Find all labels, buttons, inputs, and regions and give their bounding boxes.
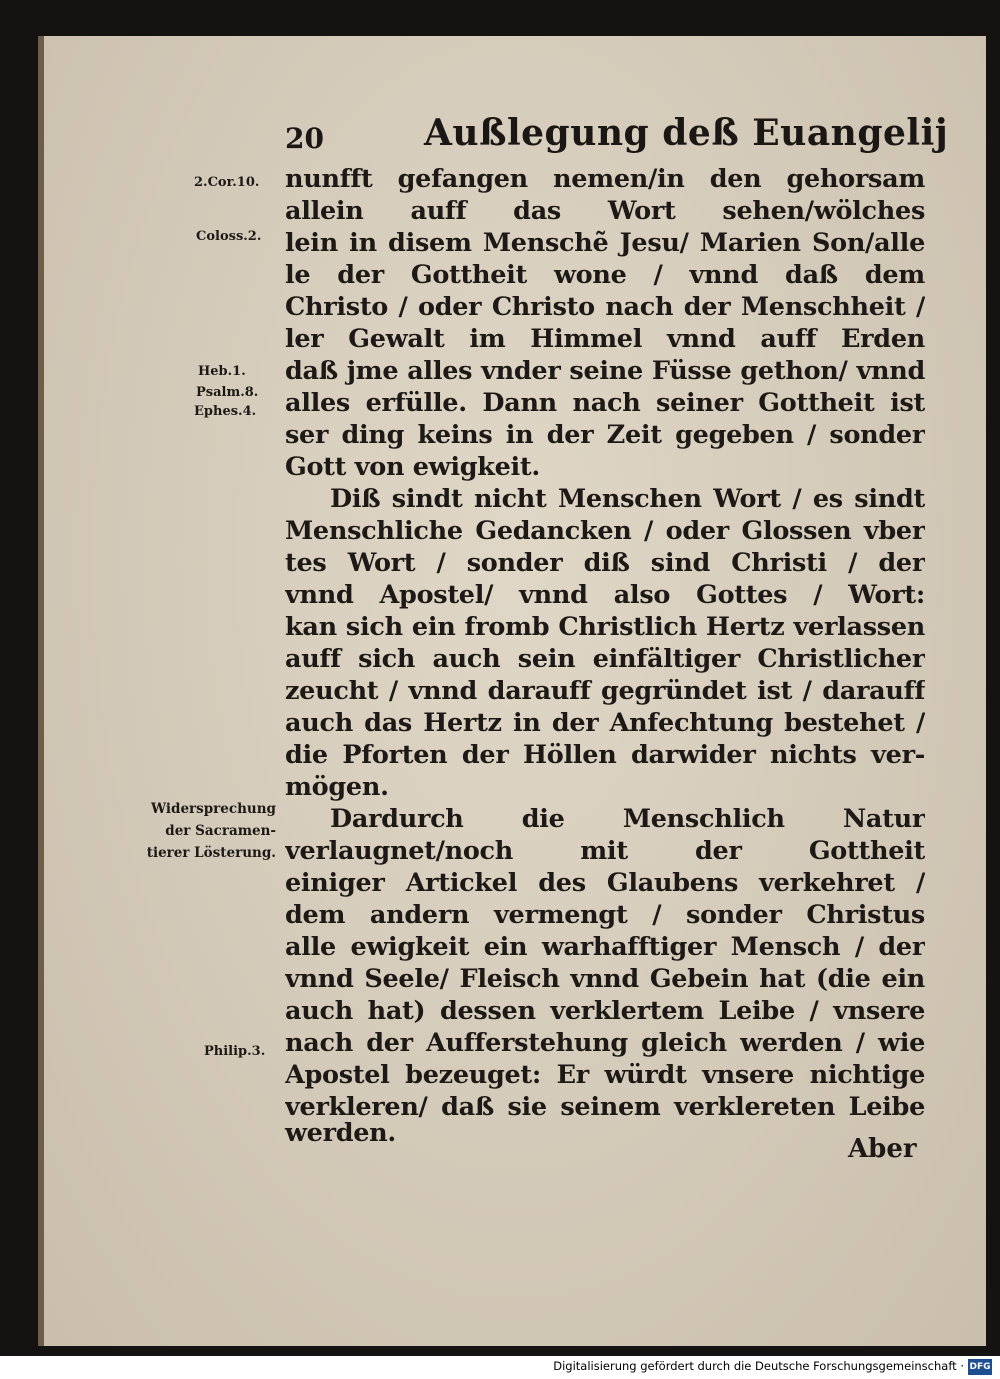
footer-bar — [0, 1356, 1000, 1379]
text-line: Dardurch die Menschlich Natur — [330, 804, 925, 834]
text-line: nach der Aufferstehung gleich werden / wie — [285, 1028, 925, 1058]
text-line: werden. — [285, 1118, 396, 1148]
margin-note-ephes: Ephes.4. — [194, 404, 257, 419]
text-line: daß jme alles vnder seine Füsse gethon/ vnnd — [285, 356, 925, 386]
catchword: Aber — [848, 1134, 917, 1164]
text-line: lein in disem Menschẽ Jesu/ Marien Son/alle — [285, 228, 925, 258]
footer-credit: Digitalisierung gefördert durch die Deutsche Forschungsgemeinschaft · — [553, 1359, 964, 1373]
text-line: Menschliche Gedancken / oder Glossen vber — [285, 516, 925, 546]
text-line: auch hat) dessen verklertem Leibe / vnsere — [285, 996, 925, 1026]
margin-note-philip: Philip.3. — [204, 1044, 266, 1059]
text-line: dem andern vermengt / sonder Christus — [285, 900, 925, 930]
text-line: mögen. — [285, 772, 389, 802]
margin-note-widersprechung — [126, 798, 276, 864]
text-line: verlaugnet/noch mit der Gottheit — [285, 836, 925, 866]
text-line: Gott von ewigkeit. — [285, 452, 540, 482]
margin-note-line: Widersprechung — [150, 801, 276, 817]
text-line: alles erfülle. Dann nach seiner Gottheit ist — [285, 388, 925, 418]
margin-note-cor: 2.Cor.10. — [194, 175, 260, 190]
text-line: einiger Artickel des Glaubens verkehret / — [285, 868, 925, 898]
text-line: alle ewigkeit ein warhafftiger Mensch / der — [285, 932, 925, 962]
text-line: auff sich auch sein einfältiger Christlicher — [285, 644, 925, 674]
text-line: auch das Hertz in der Anfechtung bestehet / — [285, 708, 925, 738]
margin-note-heb: Heb.1. — [198, 364, 246, 379]
margin-note-line: tierer Lösterung. — [146, 845, 276, 861]
text-line: ler Gewalt im Himmel vnnd auff Erden — [285, 324, 925, 354]
margin-note-psalm: Psalm.8. — [196, 385, 259, 400]
text-line: verkleren/ daß sie seinem verklereten Leibe — [285, 1092, 925, 1122]
text-line: die Pforten der Höllen darwider nichts ver- — [285, 740, 925, 770]
page-number: 20 — [285, 122, 324, 155]
margin-note-line: der Sacramen- — [165, 823, 276, 839]
text-line: ser ding keins in der Zeit gegeben / sonder — [285, 420, 925, 450]
text-line: vnnd Seele/ Fleisch vnnd Gebein hat (die ein — [285, 964, 925, 994]
text-line: Apostel bezeuget: Er würdt vnsere nichtige — [285, 1060, 925, 1090]
dfg-logo-icon: DFG — [968, 1359, 992, 1375]
text-line: allein auff das Wort sehen/wölches — [285, 196, 925, 226]
text-line: Christo / oder Christo nach der Menschheit / — [285, 292, 925, 322]
text-line: Diß sindt nicht Menschen Wort / es sindt — [330, 484, 925, 514]
text-line: zeucht / vnnd darauff gegründet ist / darauff — [285, 676, 925, 706]
margin-note-coloss: Coloss.2. — [196, 229, 262, 244]
text-line: le der Gottheit wone / vnnd daß dem — [285, 260, 925, 290]
running-title: Außlegung deß Euangelij — [424, 112, 949, 154]
text-line: vnnd Apostel/ vnnd also Gottes / Wort: — [285, 580, 925, 610]
text-line: nunfft gefangen nemen/in den gehorsam — [285, 164, 925, 194]
text-line: tes Wort / sonder diß sind Christi / der — [285, 548, 925, 578]
text-line: kan sich ein fromb Christlich Hertz verlassen — [285, 612, 925, 642]
